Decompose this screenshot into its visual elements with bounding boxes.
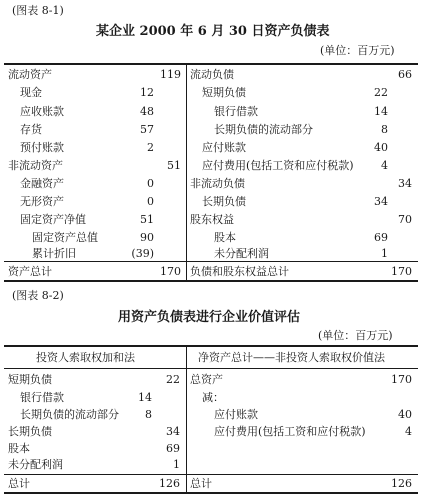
row-label: 股东权益 (190, 213, 234, 226)
table-row (0, 409, 186, 423)
row-subtotal: 0 (147, 177, 154, 190)
row-total: 1 (173, 458, 180, 471)
table2-total-rule (4, 474, 418, 475)
row-subtotal: 14 (138, 391, 152, 404)
table-row (0, 232, 186, 246)
row-subtotal: 40 (374, 141, 388, 154)
row-subtotal: 0 (147, 195, 154, 208)
row-total: 22 (166, 373, 180, 386)
table2-label: (图表 8-2) (12, 289, 64, 302)
row-total: 119 (160, 68, 181, 81)
table1-unit: (单位：百万元) (320, 44, 395, 57)
row-label: 无形资产 (20, 195, 64, 208)
table-row (186, 409, 418, 423)
table1-total-right-value: 170 (391, 265, 412, 278)
table-row (186, 232, 418, 246)
row-label: 预付账款 (20, 141, 64, 154)
row-subtotal: 57 (140, 123, 154, 136)
row-label: 长期负债的流动部分 (20, 408, 119, 421)
table1-total-right-label: 负债和股东权益总计 (190, 265, 289, 278)
table-row (186, 160, 418, 174)
row-subtotal: 22 (374, 86, 388, 99)
table2-header-left: 投资人索取权加和法 (36, 351, 135, 364)
table2-total-left-value: 126 (159, 477, 180, 490)
row-total: 34 (166, 425, 180, 438)
row-subtotal: 69 (374, 231, 388, 244)
table1-label: (图表 8-1) (12, 4, 64, 17)
row-label: 应收账款 (20, 105, 64, 118)
row-total: 51 (167, 159, 181, 172)
table-row (186, 426, 418, 440)
table-row (186, 196, 418, 210)
row-label: 非流动负债 (190, 177, 245, 190)
table-row (186, 87, 418, 101)
row-label: 应付费用(包括工资和应付税款) (214, 425, 366, 438)
table-row (0, 160, 186, 174)
table-row (0, 248, 186, 262)
table-row (186, 106, 418, 120)
row-label: 现金 (20, 86, 42, 99)
row-total: 69 (166, 442, 180, 455)
row-subtotal: 4 (381, 159, 388, 172)
row-label: 未分配利润 (8, 458, 63, 471)
table-row (186, 178, 418, 192)
row-total: 66 (398, 68, 412, 81)
row-total: 34 (398, 177, 412, 190)
table-row (0, 87, 186, 101)
row-subtotal: 2 (147, 141, 154, 154)
row-subtotal: 8 (145, 408, 152, 421)
row-label: 银行借款 (20, 391, 64, 404)
table-row (0, 459, 186, 473)
table2-total-right-label: 总计 (190, 477, 212, 490)
row-label: 非流动资产 (8, 159, 63, 172)
table-row (186, 374, 418, 388)
row-label: 固定资产净值 (20, 213, 86, 226)
table2-top-rule (4, 345, 418, 347)
row-value: 40 (398, 408, 412, 421)
table2-total-right-value: 126 (391, 477, 412, 490)
row-label: 应付账款 (214, 408, 258, 421)
table2-unit: (单位：百万元) (318, 329, 393, 342)
row-subtotal: 12 (140, 86, 154, 99)
table-row (0, 106, 186, 120)
table-row (0, 443, 186, 457)
table1-total-left-label: 资产总计 (8, 265, 52, 278)
table-row (186, 392, 418, 406)
row-label: 应付费用(包括工资和应付税款) (202, 159, 354, 172)
row-total: 70 (398, 213, 412, 226)
row-label: 银行借款 (214, 105, 258, 118)
table-row (0, 374, 186, 388)
row-label: 金融资产 (20, 177, 64, 190)
row-subtotal: 8 (381, 123, 388, 136)
table2-header-right: 净资产总计——非投资人索取权价值法 (198, 351, 385, 364)
table1-top-rule (4, 63, 418, 65)
row-label: 长期负债 (8, 425, 52, 438)
row-subtotal: 1 (381, 247, 388, 260)
table-row (0, 178, 186, 192)
table2-total-left-label: 总计 (8, 477, 30, 490)
table2-header-rule (4, 368, 418, 369)
row-subtotal: 48 (140, 105, 154, 118)
table-row (0, 69, 186, 83)
row-subtotal: 90 (140, 231, 154, 244)
table-row (186, 69, 418, 83)
table-row (0, 196, 186, 210)
table-row (0, 124, 186, 138)
row-subtotal: 14 (374, 105, 388, 118)
table-row (186, 142, 418, 156)
table1-total-left-value: 170 (160, 265, 181, 278)
row-subtotal: (39) (131, 247, 154, 260)
row-value: 4 (405, 425, 412, 438)
row-label: 流动负债 (190, 68, 234, 81)
table1-title: 某企业 2000 年 6 月 30 日资产负债表 (96, 24, 330, 39)
row-label: 短期负债 (8, 373, 52, 386)
table-row (0, 426, 186, 440)
row-label: 长期负债 (202, 195, 246, 208)
table-row (0, 392, 186, 406)
table2-title: 用资产负债表进行企业价值评估 (118, 310, 301, 325)
row-subtotal: 34 (374, 195, 388, 208)
row-label: 应付账款 (202, 141, 246, 154)
row-label: 短期负债 (202, 86, 246, 99)
row-label: 总资产 (190, 373, 223, 386)
row-label: 累计折旧 (32, 247, 76, 260)
row-subtotal: 51 (140, 213, 154, 226)
table-row (186, 124, 418, 138)
table-row (186, 248, 418, 262)
row-value: 170 (391, 373, 412, 386)
row-label: 固定资产总值 (32, 231, 98, 244)
row-label: 股本 (214, 231, 236, 244)
table-row (186, 214, 418, 228)
table-row (0, 142, 186, 156)
row-label: 未分配利润 (214, 247, 269, 260)
table1-bottom-rule (4, 280, 418, 282)
row-label: 存货 (20, 123, 42, 136)
row-label: 股本 (8, 442, 30, 455)
row-label: 流动资产 (8, 68, 52, 81)
row-label: 长期负债的流动部分 (214, 123, 313, 136)
table-row (0, 214, 186, 228)
table2-bottom-rule (4, 492, 418, 494)
row-label: 减： (202, 391, 224, 404)
